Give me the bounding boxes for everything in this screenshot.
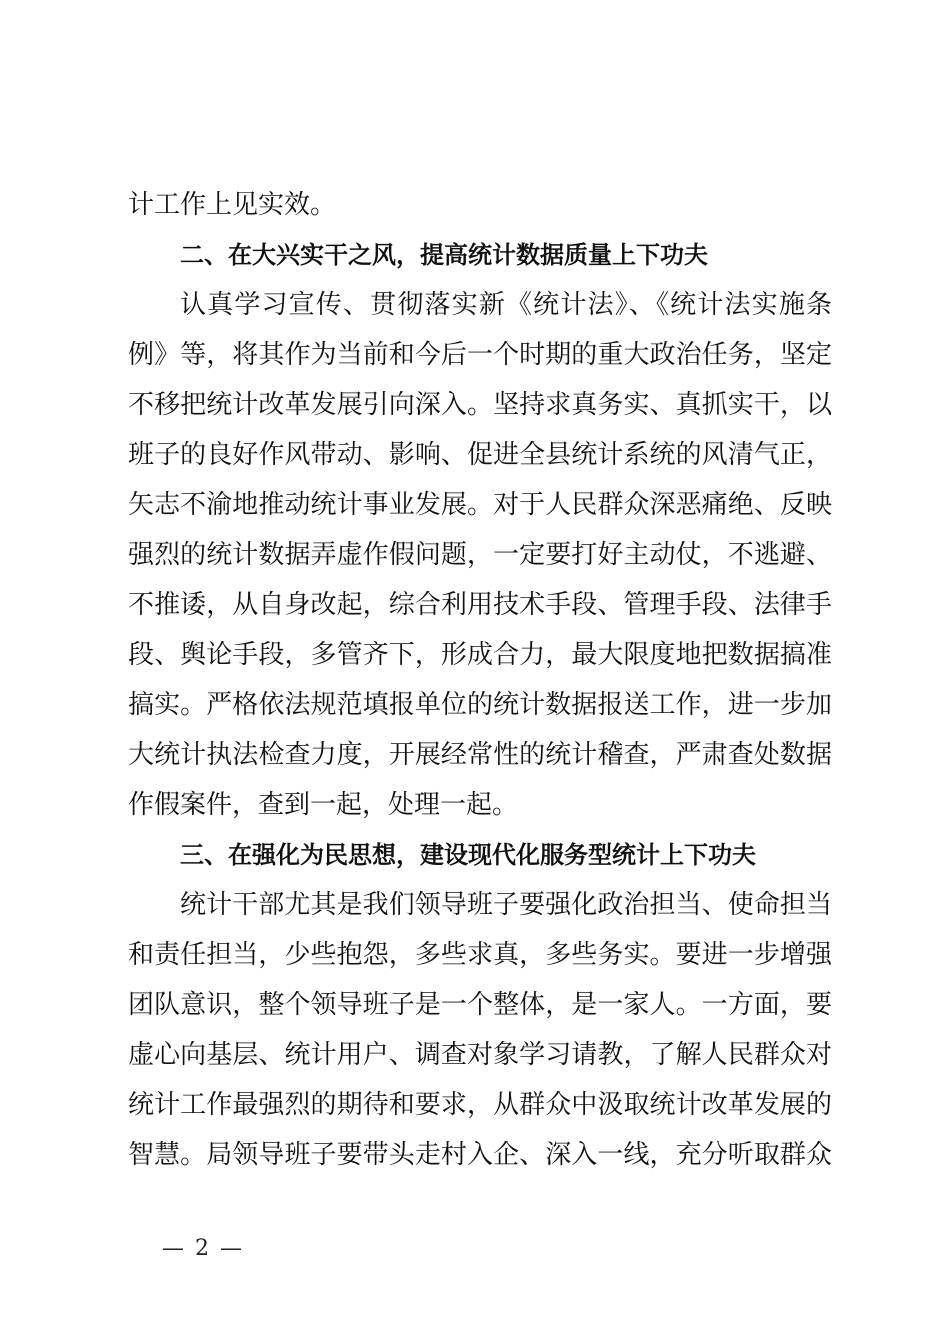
page-number: — 2 — [162,1236,244,1261]
paragraph-line: 作假案件，查到一起，处理一起。 [128,790,519,820]
paragraph-line: 不推诿，从自身改起，综合利用技术手段、管理手段、法律手 [128,590,832,620]
paragraph-line: 段、舆论手段，多管齐下，形成合力，最大限度地把数据搞准 [128,640,832,670]
paragraph-line: 认真学习宣传、贯彻落实新《统计法》、《统计法实施条 [180,290,832,320]
paragraph-line: 团队意识，整个领导班子是一个整体，是一家人。一方面，要 [128,990,832,1020]
paragraph-line: 统计工作最强烈的期待和要求，从群众中汲取统计改革发展的 [128,1090,832,1120]
paragraph-line: 计工作上见实效。 [128,190,337,220]
paragraph-line: 不移把统计改革发展引向深入。坚持求真务实、真抓实干，以 [128,390,832,420]
section-heading-2: 二、在大兴实干之风，提高统计数据质量上下功夫 [180,241,708,269]
paragraph-line: 和责任担当，少些抱怨，多些求真，多些务实。要进一步增强 [128,940,832,970]
paragraph-line: 例》等，将其作为当前和今后一个时期的重大政治任务，坚定 [128,340,832,370]
paragraph-line: 矢志不渝地推动统计事业发展。对于人民群众深恶痛绝、反映 [128,490,832,520]
paragraph-line: 搞实。严格依法规范填报单位的统计数据报送工作，进一步加 [128,690,832,720]
section-heading-3: 三、在强化为民思想，建设现代化服务型统计上下功夫 [180,841,756,869]
paragraph-line: 班子的良好作风带动、影响、促进全县统计系统的风清气正， [128,440,832,470]
paragraph-line: 强烈的统计数据弄虚作假问题，一定要打好主动仗，不逃避、 [128,540,832,570]
paragraph-line: 虚心向基层、统计用户、调查对象学习请教，了解人民群众对 [128,1040,832,1070]
paragraph-line: 大统计执法检查力度，开展经常性的统计稽查，严肃查处数据 [128,740,832,770]
document-body [128,180,832,1180]
paragraph-line: 统计干部尤其是我们领导班子要强化政治担当、使命担当 [180,890,832,920]
paragraph-line: 智慧。局领导班子要带头走村入企、深入一线，充分听取群众 [128,1140,832,1170]
